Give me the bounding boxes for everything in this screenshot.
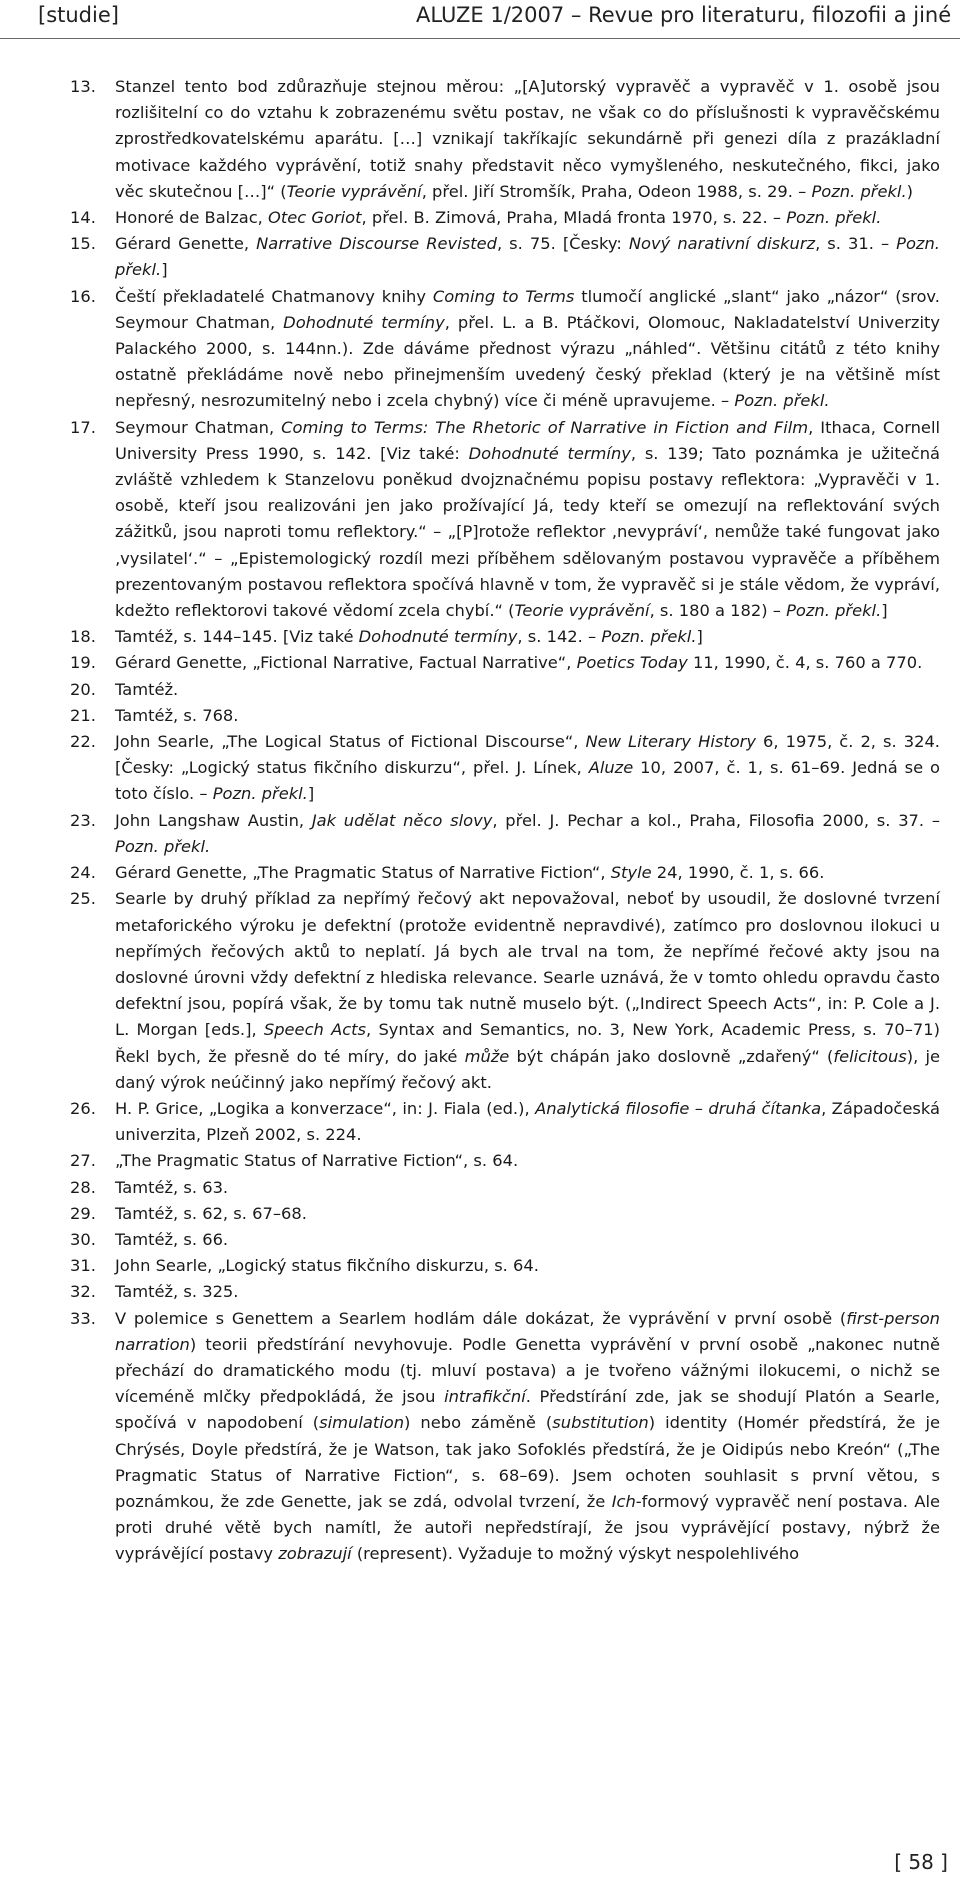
- footnote-text: [115, 74, 940, 205]
- footnote-text: [115, 729, 940, 808]
- section-label: [studie]: [38, 3, 119, 27]
- page-number: [ 58 ]: [894, 1850, 948, 1874]
- footnote: [70, 677, 940, 703]
- text-run: 10, 2007, č. 1, s. 61–69. Jedná se o toto číslo. –: [115, 758, 940, 804]
- italic-run: Coming to Terms: [432, 286, 575, 306]
- text-run: Gérard Genette, „Fictional Narrative, Factual Narrative“,: [115, 653, 577, 673]
- footnote-text: [115, 1201, 940, 1227]
- italic-run: felicitous: [833, 1046, 907, 1066]
- text-run: 24, 1990, č. 1, s. 66.: [651, 863, 825, 883]
- italic-run: Jak udělat něco slovy: [311, 810, 493, 830]
- footnote-number: 29.: [70, 1203, 96, 1223]
- italic-run: Aluze: [588, 758, 634, 778]
- italic-run: Analytická filosofie – druhá čítanka: [535, 1098, 822, 1118]
- footnote-number: 19.: [70, 653, 96, 673]
- italic-run: Pozn. překl.: [786, 601, 882, 621]
- text-run: , přel. B. Zimová, Praha, Mladá fronta 1970, s. 22. –: [361, 208, 787, 228]
- text-run: , Západočeská univerzita, Plzeň 2002, s. 224.: [115, 1098, 940, 1145]
- text-run: Searle by druhý příklad za nepřímý řečový akt nepovažoval, neboť by usoudil, že doslovné tvrzení metaforického výroku je defektní (protože evidentně nepravdivé), zatímco pro doslovnou ilokuci u nepřímých řečových aktů to neplatí. Já bych ale trval na tom, že nepřímé řečové akty jsou na doslovné úrovni vždy defektní z hlediska relevance. Searle uznává, že v tomto ohledu opravdu často defektní jsou, popírá však, že by tomu tak nutně muselo být. („Indirect Speech Acts“, in: P. Cole a J. L. Morgan [eds.],: [115, 889, 940, 1040]
- italic-run: Dohodnuté termíny: [358, 627, 518, 647]
- italic-run: Poetics Today: [576, 653, 688, 673]
- footnote: [70, 886, 940, 1096]
- footnote: [70, 808, 940, 860]
- footnote: [70, 860, 940, 886]
- italic-run: Pozn. překl.: [734, 391, 830, 411]
- text-run: Stanzel tento bod zdůrazňuje stejnou měrou: „[A]utorský vypravěč a vypravěč v 1. osobě jsou rozlišitelní co do vztahu k zobrazenému světu postav, ne však co do příslušnosti k vypravěčskému zprostředkovatelskému aparátu. […] vznikají takříkajíc sekundárně při genezi díla z prazákladní motivace každého vyprávění, totiž snahy představit něco vymyšleného, neskutečného, fikci, jako věc skutečnou […]“ (: [115, 77, 940, 201]
- text-run: , s. 139; Tato poznámka je užitečná zvláště vzhledem k Stanzelovu poněkud dvojznačnému popisu postavy reflektora: „Vypravěči v 1. osobě, kteří jsou realizováni jen jako prožívající Já, tedy kteří se omezují na reflektování svých zážitků, jsou naproti tomu reflektory.“ – „[P]rotože reflektor ‚nevypráví‘, nemůže také fungovat jako ‚vysilatel‘.“ – „Epistemologický rozdíl mezi příběhem sdělovaným postavou vypravěče a příběhem prezentovaným postavou reflektora spočívá hlavně v tom, že vypravěč si je stále vědom, že vypráví, kdežto reflektorovi takové vědomí zcela chybí.“ (: [115, 443, 940, 621]
- footnote: [70, 415, 940, 625]
- footnote-text: [115, 624, 940, 650]
- italic-run: Style: [610, 863, 652, 883]
- italic-run: Pozn. překl.: [212, 784, 308, 804]
- footnote-text: [115, 886, 940, 1096]
- text-run: Tamtéž, s. 144–145. [Viz také: [115, 627, 359, 647]
- footnote-text: [115, 205, 940, 231]
- italic-run: může: [464, 1046, 510, 1066]
- text-run: Tamtéž, s. 62, s. 67–68.: [115, 1203, 307, 1223]
- footnote-text: [115, 1175, 940, 1201]
- text-run: , s. 31. –: [815, 234, 897, 254]
- text-run: , s. 142. –: [517, 627, 602, 647]
- italic-run: Teorie vyprávění: [514, 601, 650, 621]
- italic-run: Otec Goriot: [268, 208, 362, 228]
- footnote: [70, 205, 940, 231]
- text-run: (represent). Vyžaduje to možný výskyt nespolehlivého: [351, 1544, 800, 1564]
- footnote-number: 31.: [70, 1256, 96, 1276]
- italic-run: Teorie vyprávění: [286, 181, 422, 201]
- text-run: Seymour Chatman,: [115, 417, 282, 437]
- footnote-text: [115, 1096, 940, 1148]
- italic-run: Dohodnuté termíny: [283, 312, 445, 332]
- text-run: Tamtéž, s. 768.: [115, 705, 239, 725]
- text-run: Gérard Genette,: [115, 234, 257, 254]
- italic-run: intrafikční: [444, 1387, 526, 1407]
- text-run: , přel. J. Pechar a kol., Praha, Filosofia 2000, s. 37. –: [492, 810, 940, 830]
- text-run: John Searle, „Logický status fikčního diskurzu, s. 64.: [115, 1256, 539, 1276]
- footnote-number: 21.: [70, 705, 96, 725]
- italic-run: Ich: [611, 1491, 636, 1511]
- footnote-number: 27.: [70, 1151, 96, 1171]
- italic-run: Pozn. překl.: [115, 836, 211, 856]
- text-run: „The Pragmatic Status of Narrative Fiction“, s. 64.: [115, 1151, 519, 1171]
- text-run: V polemice s Genettem a Searlem hodlám dále dokázat, že vyprávění v první osobě (: [115, 1308, 847, 1328]
- text-run: Gérard Genette, „The Pragmatic Status of Narrative Fiction“,: [115, 863, 611, 883]
- italic-run: Pozn. překl.: [811, 181, 907, 201]
- footnote-number: 14.: [70, 208, 96, 228]
- footnote: [70, 1175, 940, 1201]
- text-run: -formový vypravěč není postava. Ale proti druhé větě bych namítl, že autoři nepředstírají, že jsou vyprávějící postavy, nýbrž že vyprávějící postavy: [115, 1491, 940, 1564]
- footnote: [70, 231, 940, 283]
- footnote-text: [115, 415, 940, 625]
- footnote-number: 22.: [70, 732, 96, 752]
- text-run: John Langshaw Austin,: [115, 810, 312, 830]
- footnote-text: [115, 677, 940, 703]
- footnote-number: 24.: [70, 863, 96, 883]
- text-run: ), je daný výrok neúčinný jako nepřímý řečový akt.: [115, 1046, 940, 1092]
- text-run: ): [906, 181, 913, 201]
- footnote-number: 16.: [70, 286, 96, 306]
- footnote-number: 15.: [70, 234, 96, 254]
- text-run: tlumočí anglické „slant“ jako „názor“ (srov. Seymour Chatman,: [115, 286, 940, 332]
- footnote: [70, 74, 940, 205]
- footnote-number: 20.: [70, 679, 96, 699]
- footnote: [70, 1096, 940, 1148]
- text-run: , Syntax and Semantics, no. 3, New York, Academic Press, s. 70–71) Řekl bych, že přesně do té míry, do jaké: [115, 1020, 941, 1066]
- text-run: ) nebo záměně (: [404, 1413, 553, 1433]
- text-run: Tamtéž, s. 63.: [115, 1177, 229, 1197]
- footnote-text: [115, 284, 940, 415]
- footnote: [70, 284, 940, 415]
- italic-run: Pozn. překl.: [601, 627, 697, 647]
- italic-run: Coming to Terms: The Rhetoric of Narrative in Fiction and Film: [281, 417, 809, 437]
- text-run: , Ithaca, Cornell University Press 1990, s. 142. [Viz také:: [115, 417, 940, 463]
- footnote-number: 23.: [70, 810, 96, 830]
- footnote: [70, 1306, 940, 1568]
- text-run: ]: [307, 784, 315, 804]
- text-run: ]: [161, 260, 168, 280]
- text-run: , přel. L. a B. Ptáčkovi, Olomouc, Nakladatelství Univerzity Palackého 2000, s. 144nn.). Zde dáváme přednost výrazu „náhled“. Většinu citátů z této knihy ostatně překládáme nově nebo přinejmenším uvedený český překlad (který je na většině míst nepřesný, nesrozumitelný nebo i zcela chybný) více či méně upravujeme. –: [115, 312, 940, 411]
- italic-run: zobrazují: [278, 1544, 352, 1564]
- text-run: 6, 1975, č. 2, s. 324. [Česky: „Logický status fikčního diskurzu“, přel. J. Línek,: [115, 732, 940, 778]
- text-run: 11, 1990, č. 4, s. 760 a 770.: [687, 653, 923, 673]
- text-run: ) teorii předstírání nevyhovuje. Podle Genetta vyprávění v první osobě „nakonec nutně přechází do dramatického modu (tj. mluví postava) a je tvořeno vážnými ilokucemi, o nichž se víceméně mlčky předpokládá, že jsou: [115, 1334, 940, 1407]
- text-run: John Searle, „The Logical Status of Fictional Discourse“,: [115, 732, 586, 752]
- footnote: [70, 624, 940, 650]
- italic-run: Pozn. překl.: [115, 234, 940, 280]
- footnote-number: 26.: [70, 1098, 96, 1118]
- text-run: ) identity (Homér předstírá, že je Chrýsés, Doyle předstírá, že je Watson, tak jako Sofoklés předstírá, že je Oidipús nebo Kreón“ („The Pragmatic Status of Narrative Fiction“, s. 68–69). Jsem ochoten souhlasit s první větou, s poznámkou, že zde Genette, jak se zdá, odvolal tvrzení, že: [115, 1413, 940, 1511]
- footnote: [70, 1279, 940, 1305]
- footnote-number: 33.: [70, 1308, 96, 1328]
- text-run: Tamtéž, s. 66.: [115, 1229, 229, 1249]
- text-run: H. P. Grice, „Logika a konverzace“, in: J. Fiala (ed.),: [115, 1098, 536, 1118]
- footnote: [70, 1227, 940, 1253]
- text-run: Honoré de Balzac,: [115, 208, 269, 228]
- footnote-number: 25.: [70, 889, 96, 909]
- text-run: , s. 180 a 182) –: [649, 601, 787, 621]
- footnote-text: [115, 1253, 940, 1279]
- footnote: [70, 703, 940, 729]
- italic-run: simulation: [319, 1413, 405, 1433]
- text-run: ]: [881, 601, 888, 621]
- italic-run: Nový narativní diskurz: [628, 234, 816, 254]
- footnote-text: [115, 650, 940, 676]
- footnote: [70, 729, 940, 808]
- italic-run: New Literary History: [585, 732, 757, 752]
- footnote-text: [115, 231, 940, 283]
- italic-run: Pozn. překl.: [786, 208, 882, 228]
- italic-run: Narrative Discourse Revisted: [256, 234, 497, 254]
- italic-run: substitution: [552, 1413, 649, 1433]
- text-run: Čeští překladatelé Chatmanovy knihy: [115, 286, 433, 306]
- italic-run: Speech Acts: [263, 1020, 367, 1040]
- footnote-number: 18.: [70, 627, 96, 647]
- footnote-text: [115, 1306, 940, 1568]
- footnote: [70, 650, 940, 676]
- italic-run: first-person narration: [115, 1308, 940, 1354]
- text-run: Tamtéž.: [115, 679, 179, 699]
- running-header: [0, 0, 960, 39]
- footnote-text: [115, 808, 940, 860]
- footnote-text: [115, 1227, 940, 1253]
- text-run: , s. 75. [Česky:: [496, 234, 629, 254]
- footnote-text: [115, 1148, 940, 1174]
- footnote-number: 17.: [70, 417, 96, 437]
- footnote: [70, 1148, 940, 1174]
- footnote-number: 30.: [70, 1229, 96, 1249]
- footnote-text: [115, 703, 940, 729]
- footnote-number: 28.: [70, 1177, 96, 1197]
- footnote-number: 13.: [70, 77, 96, 96]
- text-run: ]: [696, 627, 703, 647]
- footnote: [70, 1201, 940, 1227]
- journal-title: ALUZE 1/2007 – Revue pro literaturu, filozofii a jiné: [416, 3, 952, 27]
- footnote-number: 32.: [70, 1282, 96, 1302]
- footnote-text: [115, 1279, 940, 1305]
- footnote-text: [115, 860, 940, 886]
- text-run: Tamtéž, s. 325.: [115, 1282, 239, 1302]
- text-run: . Předstírání zde, jak se shodují Platón a Searle, spočívá v napodobení (: [115, 1387, 940, 1433]
- footnotes-list: [70, 74, 940, 1568]
- text-run: být chápán jako doslovně „zdařený“ (: [509, 1046, 834, 1066]
- text-run: , přel. Jiří Stromšík, Praha, Odeon 1988, s. 29. –: [421, 181, 812, 201]
- italic-run: Dohodnuté termíny: [468, 443, 631, 463]
- footnote: [70, 1253, 940, 1279]
